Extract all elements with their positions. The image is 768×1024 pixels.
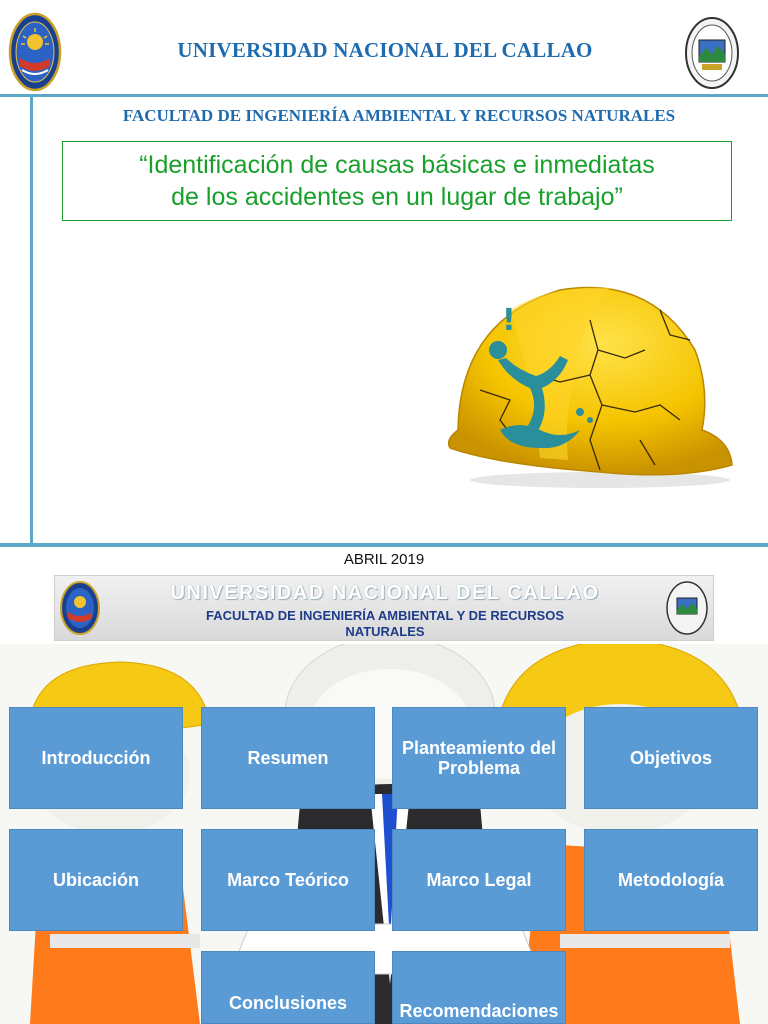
menu-tile-ubicacion[interactable]: Ubicación — [9, 829, 183, 931]
top-rule — [0, 94, 768, 97]
banner-university-title: UNIVERSIDAD NACIONAL DEL CALLAO — [170, 582, 600, 604]
thesis-title-line-2: de los accidentes en un lugar de trabajo” — [171, 183, 623, 211]
thesis-title-line-1: “Identificación de causas básicas e inmediatas — [139, 151, 655, 179]
menu-tile-marco-legal[interactable]: Marco Legal — [392, 829, 566, 931]
svg-text:!: ! — [502, 303, 516, 338]
menu-tile-metodologia[interactable]: Metodología — [584, 829, 758, 931]
menu-tile-marco-teorico[interactable]: Marco Teórico — [201, 829, 375, 931]
header-banner — [54, 575, 714, 641]
banner-subtitle-line-1: FACULTAD DE INGENIERÍA AMBIENTAL Y DE RECURSOS — [205, 608, 564, 623]
menu-tile-conclusiones[interactable]: Conclusiones — [201, 951, 375, 1024]
university-crest-icon — [8, 12, 62, 92]
menu-tile-recomendaciones[interactable]: Recomendaciones — [392, 951, 566, 1024]
faculty-seal-icon — [684, 16, 740, 90]
menu-tile-resumen[interactable]: Resumen — [201, 707, 375, 809]
cracked-helmet-illustration — [440, 280, 740, 490]
banner-subtitle-line-2: NATURALES — [345, 624, 425, 639]
faculty-title: FACULTAD DE INGENIERÍA AMBIENTAL Y RECURSOS NATURALES — [122, 106, 676, 125]
university-title: UNIVERSIDAD NACIONAL DEL CALLAO — [177, 38, 593, 62]
thesis-title-box — [62, 141, 732, 221]
menu-tile-planteamiento[interactable]: Planteamiento del Problema — [392, 707, 566, 809]
menu-tile-introduccion[interactable]: Introducción — [9, 707, 183, 809]
bottom-rule — [0, 543, 768, 547]
left-rule — [30, 94, 33, 546]
menu-tile-objetivos[interactable]: Objetivos — [584, 707, 758, 809]
faculty-seal-icon — [665, 580, 709, 636]
presentation-date: ABRIL 2019 — [343, 551, 425, 568]
banner-faculty-subtitle — [155, 608, 615, 640]
